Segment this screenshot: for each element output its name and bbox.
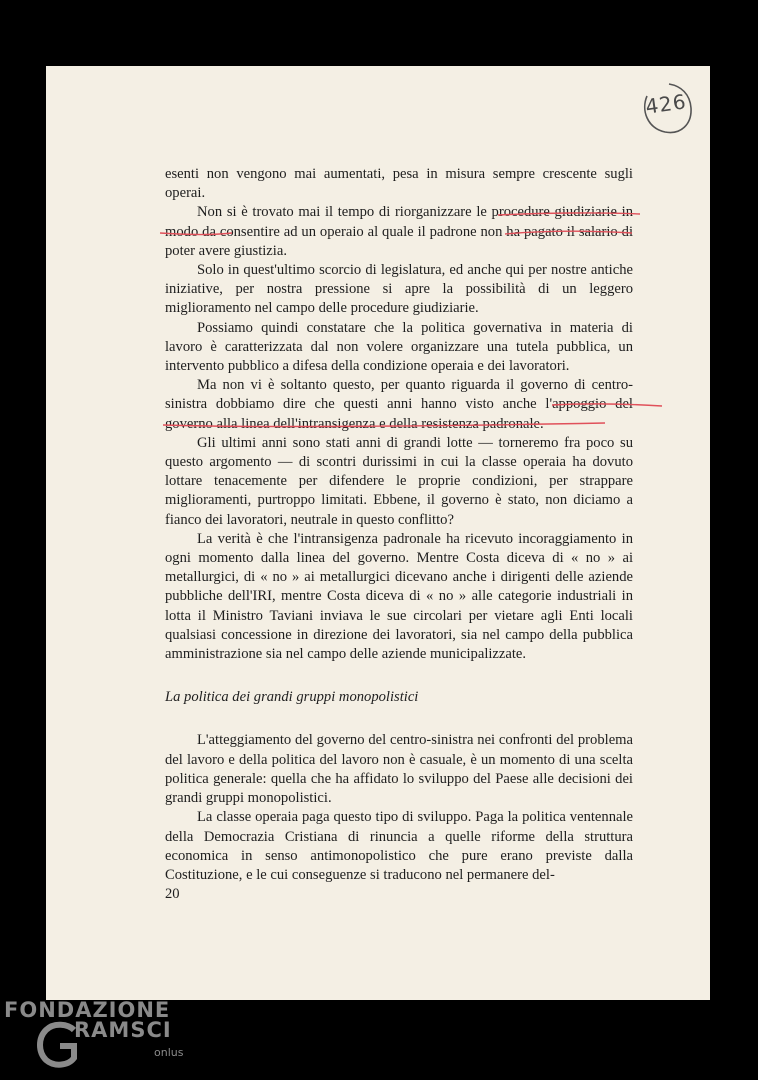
paragraph: L'atteggiamento del governo del centro-sinistra nei confronti del problema del lavoro e della politica del lavoro non è casuale, è un momento di una scelta politica generale: quella che ha affidato lo sviluppo del Paese alle decisioni dei grandi gruppi monopolistici. bbox=[165, 732, 633, 807]
paragraph: Gli ultimi anni sono stati anni di grandi lotte — torneremo fra poco su questo argomento — di scontri durissimi in cui la classe operaia ha dovuto lottare tenacemente per difendere le proprie condizioni, per strappare miglioramenti, purtroppo limitati. Ebbene, il governo è stato, non diciamo a fianco dei lavoratori, neutrale in questo conflitto? bbox=[165, 434, 633, 528]
paragraph: Ma non vi è soltanto questo, per quanto riguarda il governo di centro-sinistra dobbiamo dire che questi anni hanno visto anche l'appoggio del governo alla linea dell'intransigenza e della resistenza padronale. bbox=[165, 377, 633, 432]
paragraph: Non si è trovato mai il tempo di riorganizzare le procedure giudiziarie in modo da consentire ad un operaio al quale il padrone non ha pagato il salario di poter avere giustizia. bbox=[165, 204, 633, 259]
paragraph: La verità è che l'intransigenza padronale ha ricevuto incoraggiamento in ogni momento dalla linea del governo. Mentre Costa diceva di « no » ai metallurgici, di « no » ai metallurgici dicevano anche i dirigenti delle aziende pubbliche dell'IRI, mentre Costa diceva di « no » alle categorie industriali in lotta il Ministro Taviani inviava le sue circolari per vietare agli Enti locali qualsiasi concessione in direzione dei lavoratori, sia nel campo della pubblica amministrazione sia nel campo delle aziende municipalizzate. bbox=[165, 530, 633, 663]
handwritten-number: 426 bbox=[643, 89, 689, 119]
logo-text-line2: RAMSCI bbox=[74, 1018, 172, 1042]
logo-text-line3: onlus bbox=[154, 1046, 184, 1059]
paragraph: La classe operaia paga questo tipo di sviluppo. Paga la politica ventennale della Democrazia Cristiana di rinuncia a quelle riforme della struttura economica in senso antimonopolistico che pure erano previste dalla Costituzione, e le cui conseguenze si traducono nel permanere del- bbox=[165, 809, 633, 883]
logo-text-line1: FONDAZIONE bbox=[4, 998, 171, 1022]
fondazione-gramsci-watermark bbox=[4, 998, 194, 1078]
paragraph: Solo in quest'ultimo scorcio di legislatura, ed anche qui per nostre antiche iniziative, per nostra pressione si apre la possibilità di un leggero miglioramento nel campo delle procedure giudiziarie. bbox=[165, 262, 633, 317]
paragraph: Possiamo quindi constatare che la politica governativa in materia di lavoro è caratterizzata dal non volere organizzare una tutela pubblica, un intervento pubblico a difesa della condizione operaia e dei lavoratori. bbox=[165, 319, 633, 375]
page-number: 20 bbox=[165, 886, 180, 902]
section-heading: La politica dei grandi gruppi monopolistici bbox=[165, 689, 419, 706]
paragraph: esenti non vengono mai aumentati, pesa in misura sempre crescente sugli operai. bbox=[165, 166, 633, 202]
